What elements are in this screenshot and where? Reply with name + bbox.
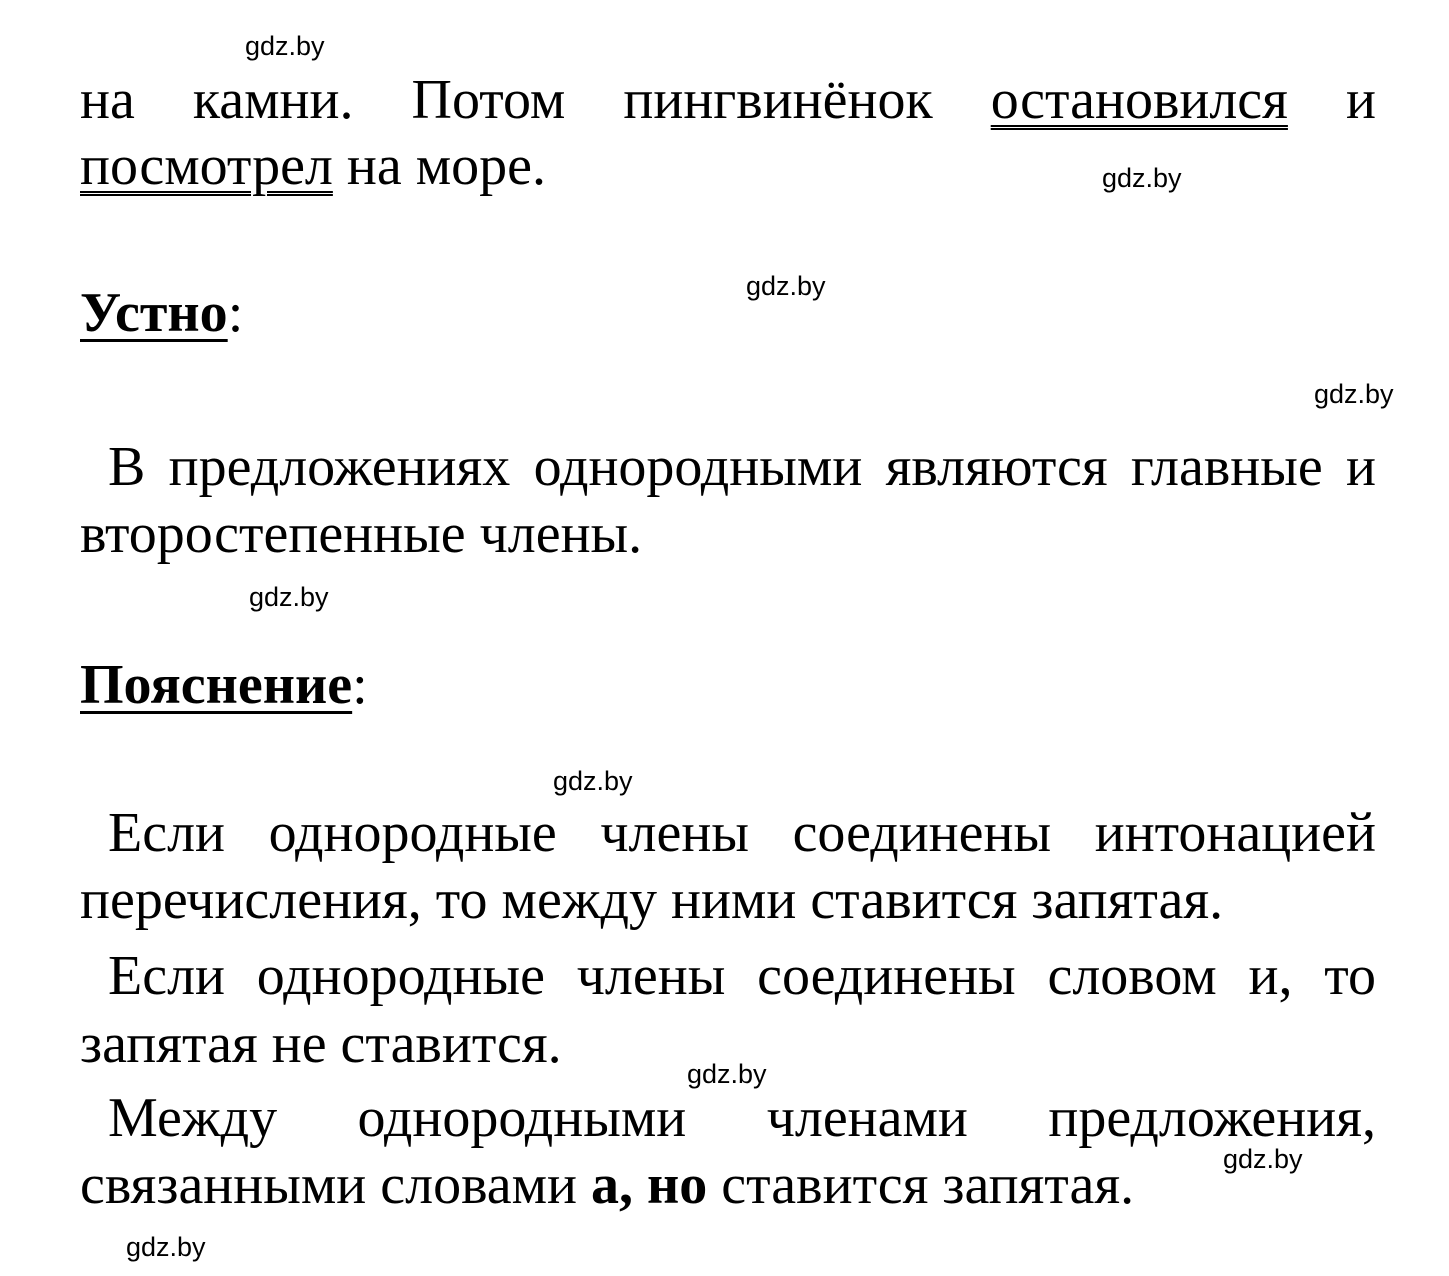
word: Если [108, 802, 225, 864]
word: Потом [411, 69, 566, 131]
word: и [1346, 436, 1376, 498]
heading-colon: : [227, 282, 244, 344]
oral-heading-text: Устно [80, 282, 228, 344]
predicate-underlined: остановился [990, 69, 1288, 131]
word: однородными [533, 436, 863, 498]
rule-3-line-1 [108, 1087, 1376, 1149]
word: В [108, 436, 146, 498]
watermark-text: gdz.by [249, 582, 329, 612]
oral-text-line-2: второстепенные члены. [80, 503, 643, 565]
word: члены [576, 945, 726, 1007]
word: и [1345, 69, 1376, 131]
heading-colon: : [352, 654, 368, 716]
word: и, [1248, 945, 1293, 1007]
word: Между [108, 1087, 278, 1149]
word: члены [600, 802, 749, 864]
word: однородные [268, 802, 557, 864]
word: главные [1130, 436, 1323, 498]
word: словом [1047, 945, 1217, 1007]
explanation-heading [80, 654, 368, 716]
watermark-text: gdz.by [126, 1232, 206, 1262]
watermark-text: gdz.by [1314, 379, 1394, 409]
word: предложениях [168, 436, 511, 498]
example-line-1 [80, 69, 1376, 131]
rule-2-line-2: запятая не ставится. [80, 1013, 562, 1075]
word: однородными [357, 1087, 687, 1149]
word: являются [885, 436, 1108, 498]
predicate-underlined: посмотрел [80, 135, 333, 197]
explanation-heading-text: Пояснение [80, 654, 353, 716]
rule-3-line-2 [80, 1154, 1135, 1216]
rule-1-line-2: перечисления, то между ними ставится запятая. [80, 869, 1224, 931]
word: то [1324, 945, 1376, 1007]
word: соединены [757, 945, 1016, 1007]
oral-heading [80, 282, 244, 344]
example-line-2-rest: на море. [332, 135, 546, 197]
example-line-2 [80, 135, 546, 197]
conjunctions-bold: а, но [591, 1154, 708, 1216]
word: соединены [792, 802, 1052, 864]
watermark-text: gdz.by [1102, 163, 1182, 193]
word: пингвинёнок [623, 69, 933, 131]
word: интонацией [1094, 802, 1376, 864]
watermark-text: gdz.by [1223, 1144, 1303, 1174]
word: однородные [256, 945, 545, 1007]
oral-text-line-1 [108, 436, 1376, 498]
rule-3-text-end: ставится запятая. [707, 1154, 1135, 1216]
word: на [80, 69, 135, 131]
rule-1-line-1 [108, 802, 1376, 864]
watermark-text: gdz.by [245, 31, 325, 61]
word: предложения, [1048, 1087, 1376, 1149]
word: камни. [192, 69, 354, 131]
watermark-text: gdz.by [553, 766, 633, 796]
rule-2-line-1 [108, 945, 1376, 1007]
word: членами [766, 1087, 968, 1149]
watermark-text: gdz.by [746, 271, 826, 301]
word: Если [108, 945, 225, 1007]
rule-3-text-start: связанными словами [80, 1154, 592, 1216]
watermark-text: gdz.by [687, 1059, 767, 1089]
